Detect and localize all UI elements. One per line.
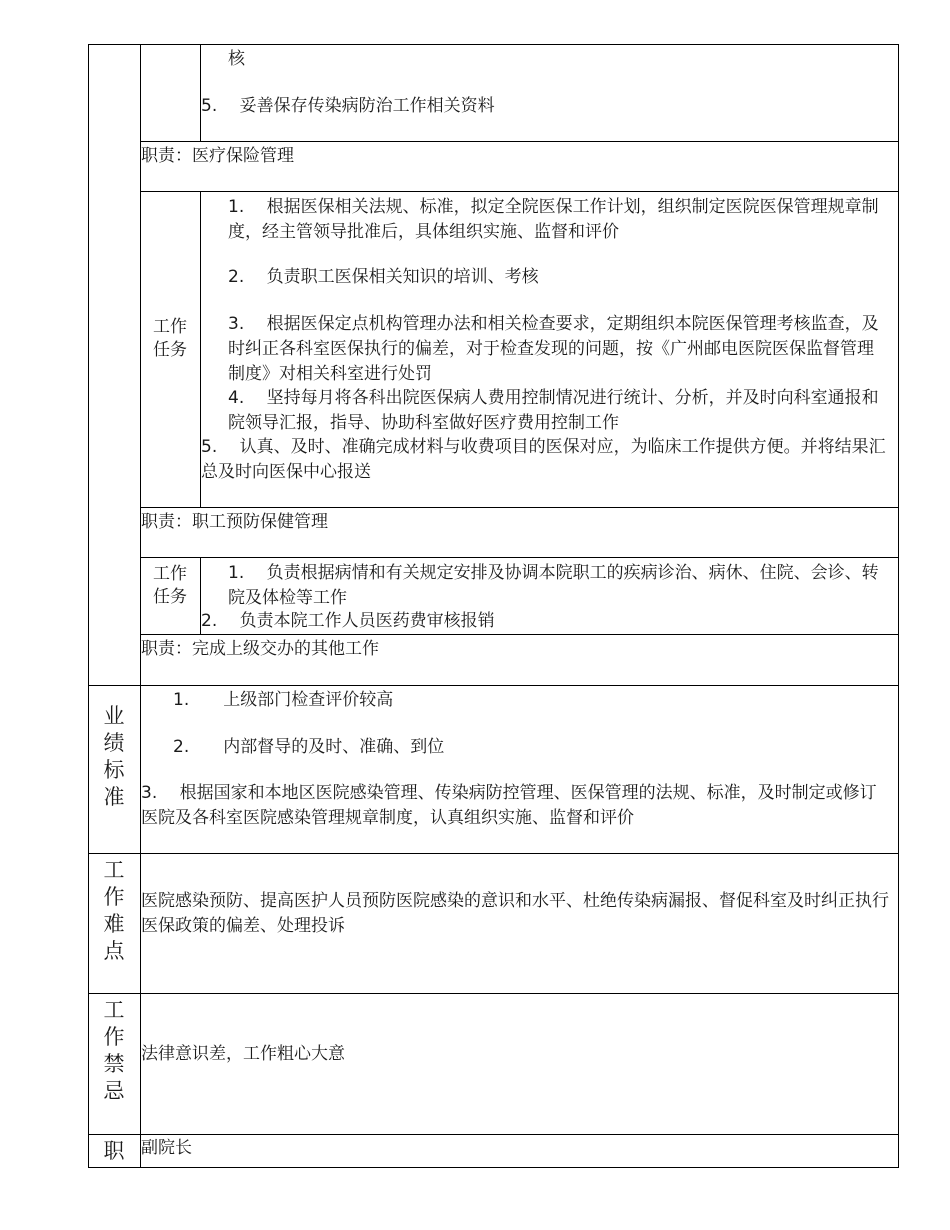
- duty-heading: 职责：医疗保险管理: [141, 146, 294, 166]
- row-divider: [88, 685, 899, 686]
- position-text: 副院长: [141, 1138, 192, 1158]
- row-divider: [140, 191, 898, 192]
- standard-item-2: 2. 内部督导的及时、准确、到位: [173, 737, 445, 757]
- difficulty-text: 医院感染预防、提高医护人员预防医院感染的意识和水平、杜绝传染病漏报、督促科室及时纠正执行医保政策的偏差、处理投诉: [141, 891, 889, 936]
- item4-tail: 核: [228, 49, 245, 69]
- table-bottom-border: [88, 1167, 899, 1168]
- row-divider: [88, 853, 899, 854]
- duty-heading: 职责：完成上级交办的其他工作: [141, 639, 379, 659]
- task-item-2: 2. 负责本院工作人员医药费审核报销: [201, 611, 495, 631]
- row-divider: [140, 507, 898, 508]
- table-top-border: [88, 44, 899, 45]
- row-divider: [140, 141, 898, 142]
- task-item-5: 5. 认真、及时、准确完成材料与收费项目的医保对应，为临床工作提供方便。并将结果汇总及时向医保中心报送: [201, 437, 886, 482]
- row-divider: [88, 1134, 899, 1135]
- task-column-divider-top: [200, 44, 201, 142]
- row-divider: [140, 557, 898, 558]
- row-label: 业 绩 标 准: [103, 704, 125, 809]
- task-item-3: 3. 根据医保定点机构管理办法和相关检查要求，定期组织本院医保管理考核监查，及时纠正各科室医保执行的偏差，对于检查发现的问题，按《广州邮电医院医保监督管理制度》对相关科室进行处罚: [228, 314, 879, 384]
- task-item-1: 1. 负责根据病情和有关规定安排及协调本院职工的疾病诊治、病休、住院、会诊、转院及体检等工作: [228, 563, 879, 608]
- duty-heading: 职责：职工预防保健管理: [141, 512, 328, 532]
- table-right-border: [898, 44, 899, 1168]
- row-divider: [140, 634, 898, 635]
- task-item-2: 2. 负责职工医保相关知识的培训、考核: [228, 267, 539, 287]
- task-label: 工作 任务: [153, 564, 187, 607]
- row-label: 工 作 禁 忌: [103, 998, 125, 1103]
- task-item-1: 1. 根据医保相关法规、标准，拟定全院医保工作计划，组织制定医院医保管理规章制度，经主管领导批准后，具体组织实施、监督和评价: [228, 197, 879, 242]
- row-label: 工 作 难 点: [103, 858, 125, 963]
- task-item-4: 4. 坚持每月将各科出院医保病人费用控制情况进行统计、分析，并及时向科室通报和院领导汇报，指导、协助科室做好医疗费用控制工作: [228, 388, 879, 433]
- item5-text: 5. 妥善保存传染病防治工作相关资料: [201, 96, 495, 116]
- standard-item-3: 3. 根据国家和本地区医院感染管理、传染病防控管理、医保管理的法规、标准，及时制定或修订医院及各科室医院感染管理规章制度，认真组织实施、监督和评价: [141, 783, 877, 828]
- taboo-text: 法律意识差，工作粗心大意: [141, 1044, 345, 1064]
- task-label: 工作 任务: [153, 317, 187, 360]
- standard-item-1: 1. 上级部门检查评价较高: [173, 690, 394, 710]
- row-divider: [88, 993, 899, 994]
- row-label: 职: [103, 1139, 125, 1163]
